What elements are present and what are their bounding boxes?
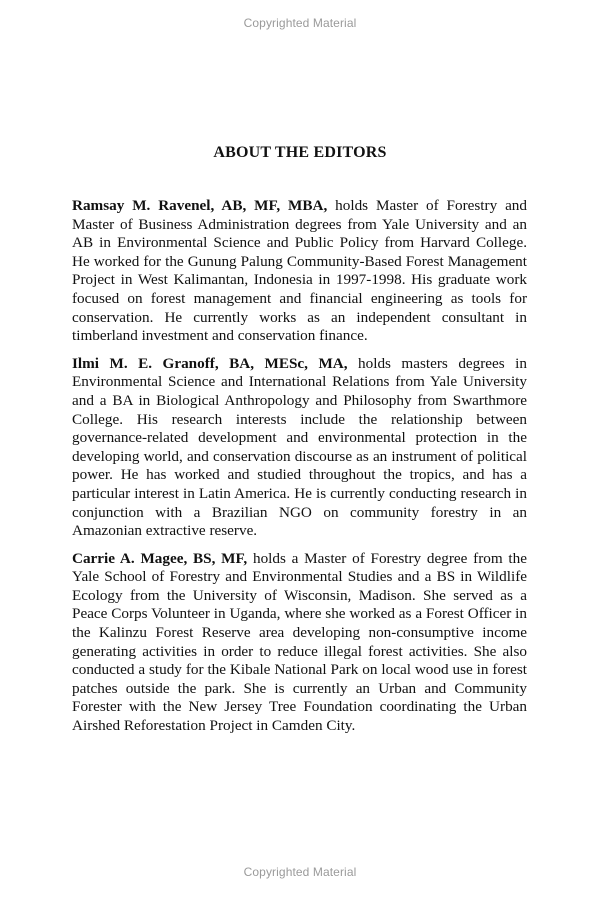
editor-name: Ramsay M. Ravenel, AB, MF, MBA, [72,197,328,214]
section-title: ABOUT THE EDITORS [213,144,387,161]
editor-name: Carrie A. Magee, BS, MF, [72,549,248,567]
watermark-bottom: Copyrighted Material [243,865,357,879]
editor-bio-ravenel [72,197,527,346]
editor-description: holds a Master of Forestry degree from the Yale School of Forestry and Environmental Studies and a BS in Wildlife Ecology from the University of Wisconsin, Madison. She served as a Peace Corps Volunteer in Uganda, where she worked as a Forest Officer in the Kalinzu Forest Reserve area developing non-consumptive income generating activities in order to reduce illegal forest activities. She also conducted a study for the Kibale National Park on local wood use in forest patches outside the park. She is currently an Urban and Community Forester with the New Jersey Tree Foundation coordinating the Urban Airshed Reforestation Project in Camden City. [72,549,527,735]
editors-content [72,197,527,745]
editor-bio-magee [72,550,527,736]
editor-name: Ilmi M. E. Granoff, BA, MESc, MA, [72,354,348,372]
watermark-top: Copyrighted Material [243,16,357,30]
editor-bio-granoff [72,355,527,541]
editor-description: holds masters degrees in Environmental Science and International Relations from Yale University and a BA in Biological Anthropology and Philosophy from Swarthmore College. His research interests include the relationship between governance-related development and environmental protection in the developing world, and conservation discourse as an instrument of political power. He has worked and studied throughout the tropics, and has a particular interest in Latin America. He is currently conducting research in conjunction with a Brazilian NGO on community forestry in an Amazonian extractive reserve. [72,354,527,540]
editor-description: holds Master of Forestry and Master of Business Administration degrees from Yale University and an AB in Environmental Science and Public Policy from Harvard College. He worked for the Gunung Palung Community-Based Forest Management Project in West Kalimantan, Indonesia in 1997-1998. His graduate work focused on forest management and financial engineering as tools for conservation. He currently works as an independent consultant in timberland investment and conservation finance. [72,197,527,345]
